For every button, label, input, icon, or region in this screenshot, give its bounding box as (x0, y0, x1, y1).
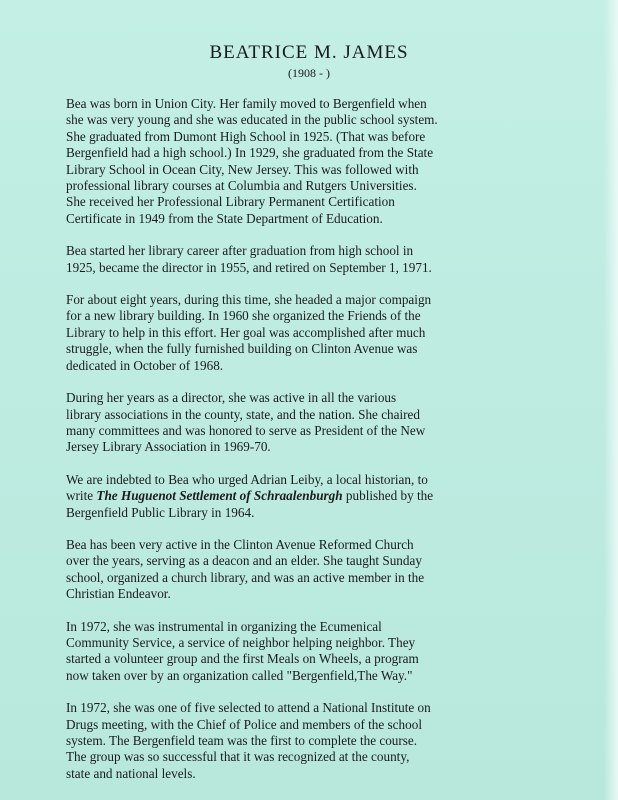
paragraph-church: Bea has been very active in the Clinton Avenue Reformed Church over the years, serving as a deacon and an elder. She taught Sunday school, organized a church library, and was an active member in the Christian Endeavor. (66, 536, 425, 602)
page-edge (604, 0, 618, 800)
paragraph-leiby (66, 472, 571, 521)
document-title: BEATRICE M. JAMES (209, 42, 409, 63)
leiby-text-after: published by the Bergenfield Public Library in 1964. (66, 488, 434, 520)
biography-body (66, 96, 571, 798)
leiby-text-before: We are indebted to Bea who urged Adrian Leiby, a local historian, to write (66, 471, 428, 504)
paragraph-associations: During her years as a director, she was active in all the various library associations in the county, state, and the nation. She chaired many committees and was honored to serve as President of the New Jersey Library Association in 1969-70. (66, 390, 426, 455)
paragraph-early-life: Bea was born in Union City. Her family moved to Bergenfield when she was very young and she was educated in the public school system. She graduated from Dumont High School in 1925. (That was before Bergenfield had a high school.) In 1929, she graduated from the State Library School in Ocean City, New Jersey. This was followed with professional library courses at Columbia and Rutgers Universities. She received her Professional Library Permanent Certification Certificate in 1949 from the State Department of Education. (66, 96, 438, 226)
paragraph-building-campaign: For about eight years, during this time, she headed a major compaign for a new library building. In 1960 she organized the Friends of the Library to help in this effort. Her goal was accomplished after much struggle, when the fully furnished building on Clinton Avenue was dedicated in October of 1968. (66, 292, 432, 373)
book-title: The Huguenot Settlement of Schraalenburgh (96, 488, 343, 504)
paragraph-career: Bea started her library career after graduation from high school in 1925, became the director in 1955, and retired on September 1, 1971. (66, 243, 432, 275)
paragraph-ecumenical: In 1972, she was instrumental in organizing the Ecumenical Community Service, a service of neighbor helping neighbor. They started a volunteer group and the first Meals on Wheels, a program now taken over by an organization called "Bergenfield,The Way." (66, 618, 419, 683)
paragraph-drugs-institute: In 1972, she was one of five selected to attend a National Institute on Drugs meeting, with the Chief of Police and members of the school system. The Bergenfield team was the first to complete the course. The group was so successful that it was recognized at the county, state and national levels. (66, 700, 431, 781)
life-dates: (1908 - ) (288, 66, 330, 80)
